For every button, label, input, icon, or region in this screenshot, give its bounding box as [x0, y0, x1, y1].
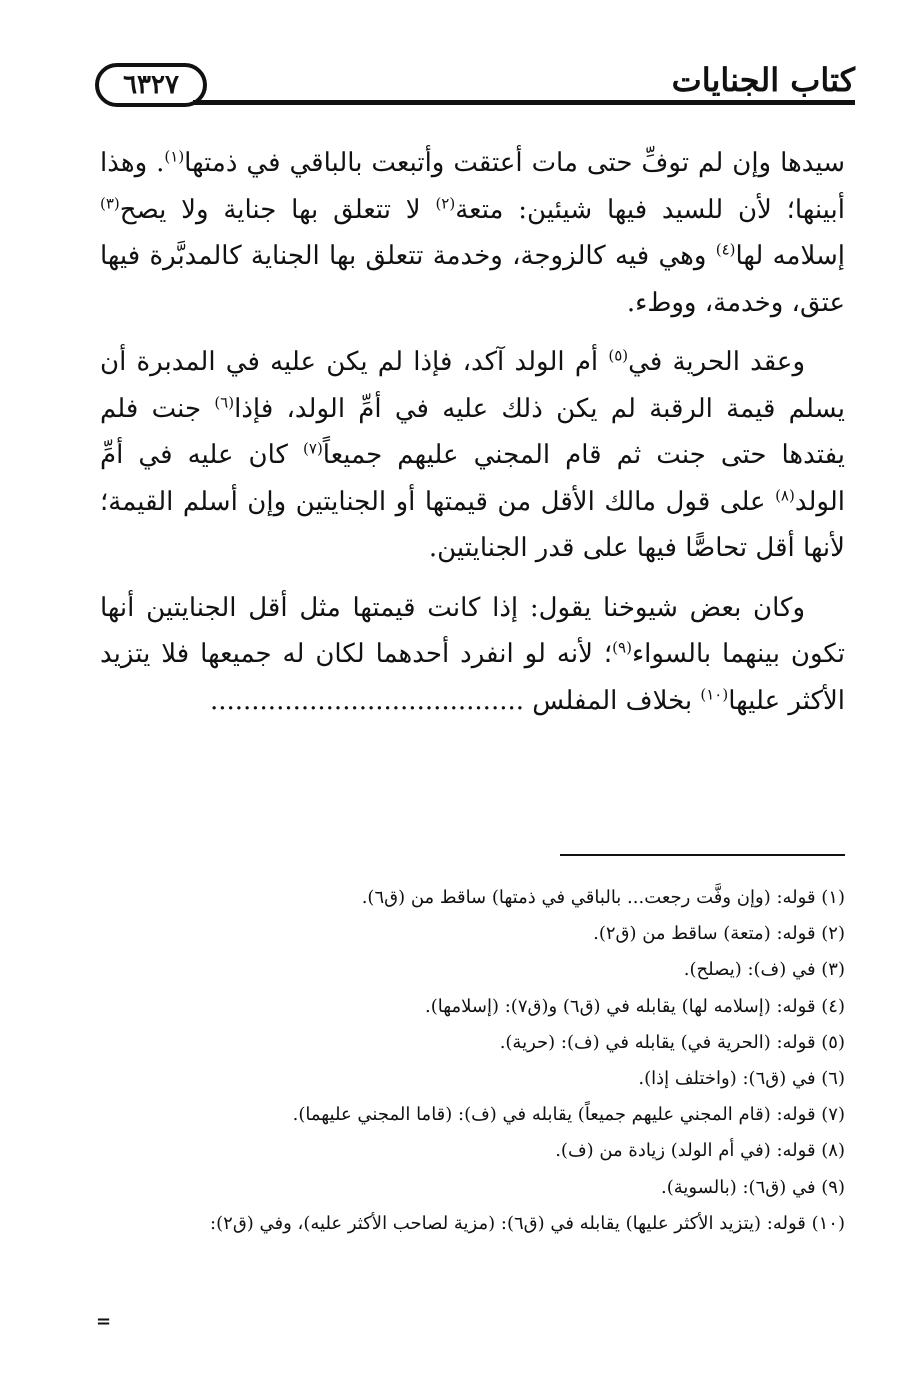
footnote: (٤) قوله: (إسلامه لها) يقابله في (ق٦) و(ق٧): (إسلامها). — [424, 995, 845, 1017]
footnote: (١٠) قوله: (يتزيد الأكثر عليها) يقابله في (ق٦): (مزية لصاحب الأكثر عليه)، وفي (ق٢): — [210, 1212, 845, 1234]
footnote-ref: (٤) — [715, 240, 736, 259]
footnote-ref: (٦) — [214, 392, 235, 411]
footnote-separator — [560, 854, 845, 856]
page-number-badge — [95, 63, 207, 107]
page-number: ٦٣٢٧ — [123, 70, 179, 100]
main-text — [100, 140, 845, 737]
continuation-mark: = — [96, 1311, 112, 1332]
footnote: (٨) قوله: (في أم الولد) زيادة من (ف). — [555, 1140, 845, 1162]
footnote-ref: (١٠) — [700, 684, 729, 703]
footnote: (٦) في (ق٦): (واختلف إذا). — [638, 1068, 845, 1090]
footnote-ref: (٣) — [100, 193, 120, 212]
footnote-ref: (٩) — [612, 638, 632, 657]
book-title: كتاب الجنايات — [662, 60, 855, 100]
footnote: (١) قوله: (وإن وفَّت رجعت... بالباقي في ذمتها) ساقط من (ق٦). — [361, 887, 845, 908]
dotted-leader: ...................................... — [209, 685, 525, 716]
page-header — [95, 60, 855, 120]
footnote-ref: (٥) — [608, 346, 629, 365]
footnote-ref: (٧) — [303, 439, 323, 458]
footnote: (٢) قوله: (متعة) ساقط من (ق٢). — [593, 923, 845, 945]
footnote-ref: (٢) — [435, 193, 456, 212]
paragraph: سيدها وإن لم توفِّ حتى مات أعتقت وأتبعت بالباقي في ذمتها$^{(١)}$. وهذا أبينها؛ لأن للسيد فيها شيئين: متعة$^{(٢)}$ لا تتعلق بها جناية ولا يصح$^{(٣)}$ إسلامه لها$^{(٤)}$ وهي فيه كالزوجة، وخدمة تتعلق بها الجناية كالمدبَّرة فيها عتق، وخدمة، ووطء. — [100, 147, 845, 318]
footnotes — [100, 880, 845, 1242]
footnote: (٩) في (ق٦): (بالسوية). — [660, 1176, 845, 1198]
header-rule — [193, 100, 855, 105]
footnote: (٧) قوله: (قام المجني عليهم جميعاً) يقابله في (ف): (قاما المجني عليهما). — [292, 1104, 845, 1126]
footnote-ref: (٨) — [775, 485, 795, 504]
paragraph: وعقد الحرية في$^{(٥)}$ أم الولد آكد، فإذا لم يكن عليه في المدبرة أن يسلم قيمة الرقبة لم يكن ذلك عليه في أمِّ الولد، فإذا$^{(٦)}$ جنت فلم يفتدها حتى جنت ثم قام المجني عليهم جميعاً$^{(٧)}$ كان عليه في أمِّ الولد$^{(٨)}$ على قول مالك الأقل من قيمتها أو الجنايتين وإن أسلم القيمة؛ لأنها أقل تحاصًّا فيها على قدر الجنايتين. — [100, 346, 845, 563]
footnote: (٣) في (ف): (يصلح). — [683, 959, 845, 981]
footnote: (٥) قوله: (الحرية في) يقابله في (ف): (حرية). — [499, 1031, 845, 1053]
paragraph: وكان بعض شيوخنا يقول: إذا كانت قيمتها مثل أقل الجنايتين أنها تكون بينهما بالسواء$^{(٩)}$؛ لأنه لو انفرد أحدهما لكان له جميعها فلا يتزيد الأكثر عليها$^{(١٠)}$ بخلاف المفلس ...................................... — [100, 592, 846, 716]
footnote-ref: (١) — [164, 147, 185, 166]
